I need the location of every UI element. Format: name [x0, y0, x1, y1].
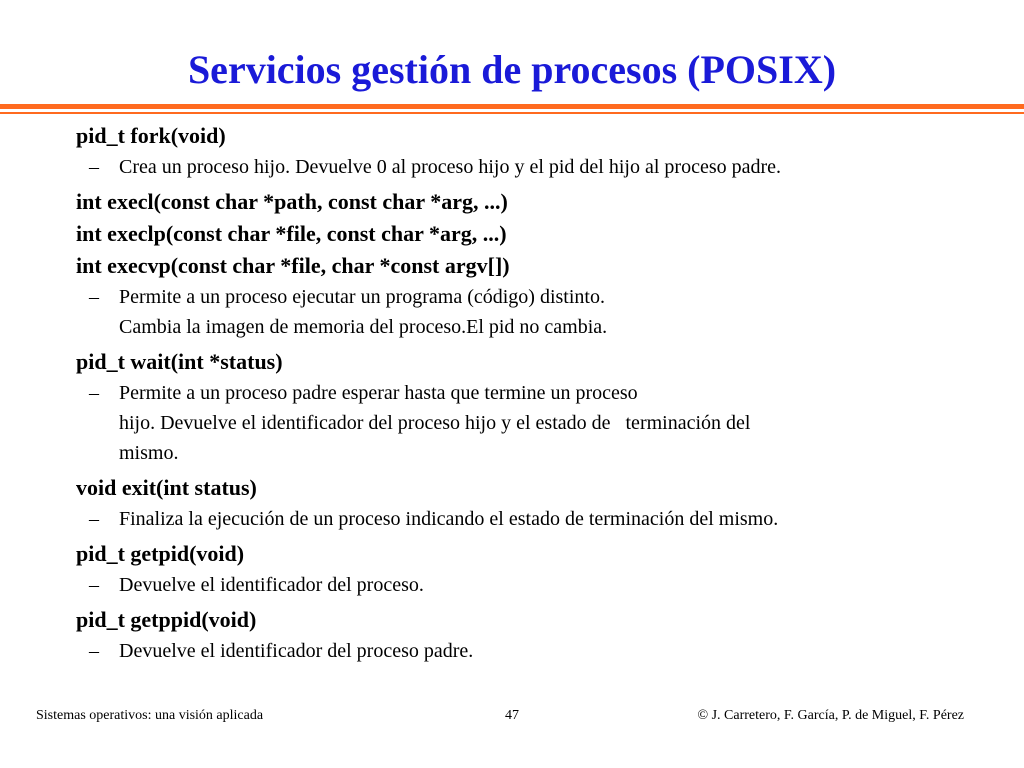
bullet-dash: –: [89, 508, 99, 530]
function-signature: void exit(int status): [76, 475, 257, 500]
slide-body: [76, 120, 996, 666]
section-exec: [76, 186, 996, 342]
function-signature: int execl(const char *path, const char *arg, ...): [76, 189, 508, 214]
description-line: Devuelve el identificador del proceso padre.: [119, 640, 474, 662]
function-signature: pid_t getppid(void): [76, 607, 257, 632]
function-signature: int execvp(const char *file, char *const argv[]): [76, 253, 510, 278]
bullet-dash: –: [89, 574, 99, 596]
description-line: Finaliza la ejecución de un proceso indicando el estado de terminación del mismo.: [119, 508, 779, 530]
footer-page-number: 47: [505, 708, 519, 723]
function-description: [76, 636, 996, 666]
bullet-dash: –: [89, 640, 99, 662]
slide-title: Servicios gestión de procesos (POSIX): [187, 47, 837, 92]
section-exit: [76, 472, 996, 534]
description-line: Permite a un proceso ejecutar un programa (código) distinto.: [119, 286, 605, 308]
function-description: [76, 378, 996, 468]
footer-book-title: Sistemas operativos: una visión aplicada: [36, 708, 264, 723]
bullet-dash: –: [89, 382, 99, 404]
function-description: [76, 152, 996, 182]
description-line: Crea un proceso hijo. Devuelve 0 al proceso hijo y el pid del hijo al proceso padre.: [119, 156, 782, 178]
title-underline-thick: [0, 104, 1024, 109]
footer-copyright: © J. Carretero, F. García, P. de Miguel, F. Pérez: [697, 708, 964, 723]
section-fork: [76, 120, 996, 182]
description-line: hijo. Devuelve el identificador del proceso hijo y el estado de terminación del: [119, 412, 751, 434]
function-description: [76, 570, 996, 600]
function-description: [76, 504, 996, 534]
section-getppid: [76, 604, 996, 666]
function-signature: int execlp(const char *file, const char *arg, ...): [76, 221, 507, 246]
function-signature: pid_t getpid(void): [76, 541, 245, 566]
section-wait: [76, 346, 996, 468]
description-line: Devuelve el identificador del proceso.: [119, 574, 424, 596]
function-description: [76, 282, 996, 342]
description-line: Permite a un proceso padre esperar hasta que termine un proceso: [119, 382, 638, 404]
bullet-dash: –: [89, 286, 99, 308]
section-getpid: [76, 538, 996, 600]
title-underline-thin: [0, 112, 1024, 114]
function-signature: pid_t fork(void): [76, 123, 226, 148]
bullet-dash: –: [89, 156, 99, 178]
function-signature: pid_t wait(int *status): [76, 349, 283, 374]
description-line: Cambia la imagen de memoria del proceso.El pid no cambia.: [119, 316, 608, 338]
description-line: mismo.: [119, 442, 179, 464]
